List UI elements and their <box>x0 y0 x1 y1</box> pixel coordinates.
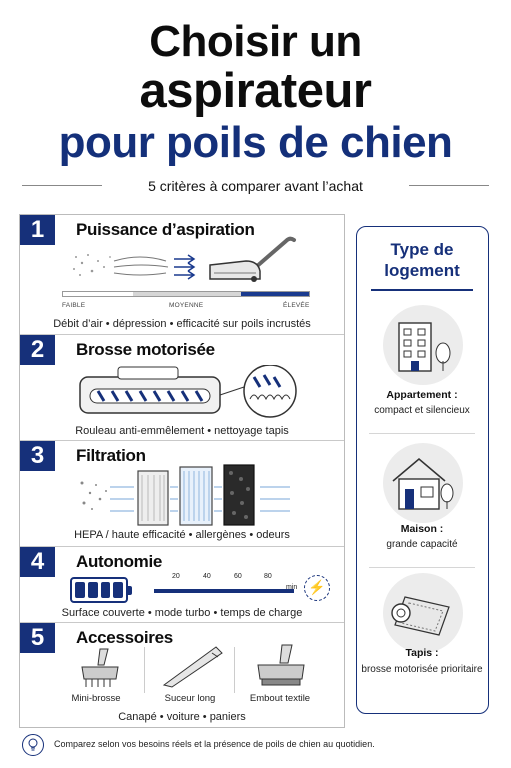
title-line-3: pour poils de chien <box>58 118 453 167</box>
floor-head-icon <box>206 235 306 285</box>
footer-text: Comparez selon vos besoins réels et la présence de poils de chien au quotidien. <box>54 739 375 749</box>
criterion-battery-life <box>20 547 344 623</box>
divider <box>369 567 475 568</box>
criterion-number: 3 <box>20 441 55 471</box>
battery-icon <box>70 577 128 603</box>
housing-desc: brosse motorisée prioritaire <box>361 664 483 675</box>
criterion-number: 1 <box>20 215 55 245</box>
power-scale-medium <box>133 292 241 296</box>
title-line-2: aspirateur <box>139 64 372 118</box>
brush-roll-icon <box>78 365 308 423</box>
autonomy-tick: 20 <box>172 573 180 580</box>
house-icon <box>383 443 463 523</box>
autonomy-tick: 60 <box>234 573 242 580</box>
housing-title: Type de logement <box>384 240 460 280</box>
power-scale-high <box>241 292 309 296</box>
subtitle-row <box>22 176 489 196</box>
upholstery-tool-icon <box>252 643 308 691</box>
housing-desc: grande capacité <box>386 539 458 550</box>
criterion-title: Autonomie <box>76 552 163 571</box>
housing-panel <box>356 226 489 714</box>
autonomy-scale <box>154 589 294 593</box>
title-line-1: Choisir un <box>149 17 362 66</box>
criterion-number: 4 <box>20 547 55 577</box>
housing-label: Appartement : <box>386 389 458 401</box>
criterion-title: Brosse motorisée <box>76 340 215 359</box>
crevice-tool-icon <box>160 645 226 691</box>
building-icon <box>383 305 463 385</box>
charging-bolt-icon: ⚡ <box>304 575 330 601</box>
autonomy-tick: 80 <box>264 573 272 580</box>
lightbulb-icon <box>22 734 44 756</box>
criterion-points: Surface couverte • mode turbo • temps de charge <box>61 607 303 619</box>
mini-brush-icon <box>72 645 124 691</box>
criterion-title: Puissance d’aspiration <box>76 220 255 239</box>
scale-label-mid: MOYENNE <box>169 302 204 309</box>
power-scale <box>62 291 310 297</box>
criterion-number: 5 <box>20 623 55 653</box>
housing-label: Maison : <box>400 523 444 535</box>
scale-label-high: ÉLEVÉE <box>283 302 310 309</box>
housing-label: Tapis : <box>405 647 439 659</box>
footer-tip <box>22 734 492 756</box>
autonomy-tick: 40 <box>203 573 211 580</box>
subtitle: 5 critères à comparer avant l’achat <box>148 178 363 194</box>
accessory-label: Suceur long <box>164 693 216 704</box>
criterion-number: 2 <box>20 335 55 365</box>
criterion-title: Filtration <box>76 446 146 465</box>
accessory-label: Embout textile <box>249 693 311 704</box>
housing-desc: compact et silencieux <box>374 405 470 416</box>
rug-icon <box>383 573 463 653</box>
criterion-suction-power <box>20 215 344 335</box>
autonomy-unit: min <box>286 584 298 591</box>
accessory-label: Mini-brosse <box>71 693 121 704</box>
criterion-points: HEPA / haute efficacité • allergènes • odeurs <box>74 529 290 541</box>
filter-layers-icon <box>76 463 326 529</box>
scale-label-low: FAIBLE <box>62 302 86 309</box>
subtitle-rule-right <box>409 185 489 186</box>
criterion-points: Rouleau anti-emmêlement • nettoyage tapis <box>75 425 289 437</box>
criterion-title: Accessoires <box>76 628 173 647</box>
criterion-filtration <box>20 441 344 547</box>
criterion-points: Débit d’air • dépression • efficacité sur poils incrustés <box>53 318 311 330</box>
airflow-icon <box>70 247 220 285</box>
criterion-accessories <box>20 623 344 727</box>
criteria-panel <box>19 214 345 728</box>
criterion-motorized-brush <box>20 335 344 441</box>
housing-title-rule <box>371 289 473 291</box>
criterion-points: Canapé • voiture • paniers <box>118 711 246 723</box>
divider <box>369 433 475 434</box>
